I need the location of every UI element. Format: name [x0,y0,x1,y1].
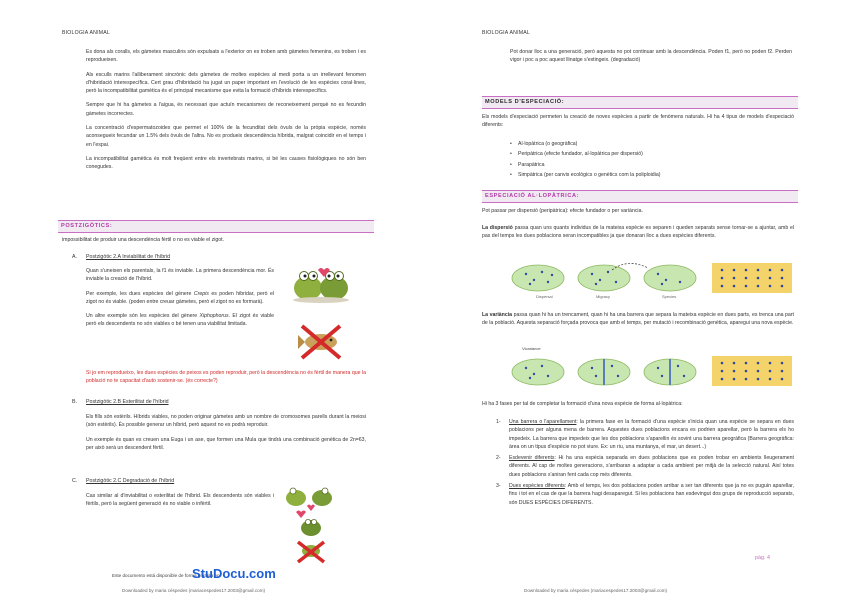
section-heading: POSTZIGÒTICS: [61,223,113,229]
subsection-b-body [86,413,366,458]
list-item: 1- Una barrera o l'aparellament: la primera fase en la formació d'una espècie s'inicia quan una espècie se separa en dues poblacions per alguna mena de barrera. Aquestes dues poblacions encara es podrien aparellar, però la barrera els ho impedeix. La barrera que impedeix que les dos poblacions s'aparellin és sovint una barrera geogràfica (Barrera geogràfica: àrea on un tipus d'espècie no pot viure. Ex: un riu, una muntanya, el mar, un desert...) [496,419,794,450]
figure-label: Migracy [596,294,611,299]
paragraph: Els fills són estèrils. Híbrids viables, no poden originar gàmetes amb un nombre de cromosomes parells durant la meiosi (són estèrils). És possible generar un híbrid, però aquest no es podrà reproduir. [86,414,366,429]
frog-generations-illustration [276,484,346,564]
studocu-logo[interactable]: StuDocu.com [192,566,276,581]
models-list [508,140,790,181]
subsection-title: Postzigòtic 2.B Esterilitat de l'híbrid [86,399,169,405]
list-item: • Simpàtrica (per canvis ecològics o genètics com la poliploidia) [518,171,790,179]
paragraph: Un altre exemple són les espècies del gènere Xiphophorus. El zigot és viable però els descendents no són viables o bé tenen una viabilitat limitada. [86,313,274,328]
section-heading: MODELS D'ESPECIACIÓ: [485,99,565,105]
section-heading-bar [482,96,798,109]
paragraph: Es dona als coralls, els gàmetes masculins són expulsats a l'exterior on es troben amb gàmetes femenins, es troben i es reprodueixen. [86,49,366,64]
subsection-a-heading: A. Postzigòtic 2.A Inviabilitat de l'híbrid [72,254,171,260]
paragraph: Sempre que hi ha gàmetes a l'aigua, és necessari que actuïn mecanismes de reconeixement perquè no es fecundin gàmetes incorrectes. [86,102,366,117]
paragraph: La concentració d'espermatozoides que permet el 100% de la fecunditat dels òvuls de la pròpia espècie, només aconsegueix fecundar un 1.5% dels òvuls de l'altra. No es produeix descendència híbrida, malgrat coincidir en el temps i en l'espai. [86,125,366,148]
section-heading-bar [58,220,374,233]
subsection-b-heading: B. Postzigòtic 2.B Esterilitat de l'híbrid [72,399,169,405]
allo-intro: Pot passar per dispersió (peripàtrica): efecte fundador o per variància. [482,208,643,214]
paragraph: Per exemple, les dues espècies del gènere Crepis es poden hibridar, però el zigot no és viable. (poden entre creuar gàmetes, però el zigot no es formarà). [86,290,275,305]
paragraph: La incompatibilitat gamètica és molt freqüent entre els invertebrats marins, si bé les causes fisiològiques no són ben conegudes. [86,155,366,171]
list-item: • Peripàtrica (efecte fundador, al·lopàtrica per dispersió) [518,150,790,158]
intro-paragraphs [86,48,366,178]
right-page [424,0,848,600]
download-credit: Downloaded by maria céspedes (mariacespedes17.2003@gmail.com) [122,588,266,593]
list-item: 2- Esdevenir diferents: Hi ha una espècia separada en dues poblacions que es poden trobar en ambients lleugerament diferents. Al cap de moltes generacions, s'arribaran a adaptar a cada ambient per mitjà de la selecció natural. Així totes dues poblacions s'aniran fent cada cop més diferents. [496,455,794,478]
continuation-paragraph: Pot donar lloc a una generació, però aquesta no pot continuar amb la descendència. Poden f1, però no poden f2. Perden vigor i poc a poc aquest llinatge s'extingeix. (degradació) [510,49,792,64]
red-note: Si jo em reprodueixo, les dues espècies de peixos es poden reproduir, però la descendència no és fèrtil de manera que la població no te capacitat d'auto sostenir-se. (és correcte?) [86,370,366,385]
crossed-fish-illustration [296,322,346,362]
frogs-cartoon-illustration [288,262,356,304]
subsection-title: Postzigòtic 2.A Inviabilitat de l'híbrid [86,254,171,260]
list-item: 3- Dues espècies diferents: Amb el temps, les dos poblacions poden arribar a ser tan diferents que ja no es puguin aparellar, fins i tot en el cas de que la barrera hagi desaparegut. Si les poblacions han esdevingut dos grups de reproducció separats, són DUES ESPÈCIES DIFERENTS. [496,483,795,506]
download-credit: Downloaded by maria céspedes (mariacespedes17.2003@gmail.com) [524,588,668,593]
subsection-c-heading: C. Postzigòtic 2.C Degradació de l'híbrid [72,478,175,484]
list-item: • Al·lopàtrica (o geogràfica) [518,140,790,148]
running-head: BIOLOGIA ANIMAL [482,30,530,36]
figure-label: Species [662,294,677,299]
paragraph: Quan s'uneixen els parentals, la f1 és inviable. La primera descendència mor. És inviable la creació de l'híbrid. [86,268,274,283]
section-heading: ESPECIACIÓ AL·LOPÀTRICA: [485,193,580,199]
variance-paragraph: La variància passa quan hi ha un trencament, quan hi ha una barrera que separa la mateixa espècie en dues parts, es trenca una part de la població. Aquesta separació forçada provoca que amb el temps, per mutació i recombinació genètica, aparegui una nova espècie. [482,312,794,327]
paragraph: Als esculls marins l'alliberament sincrònic dels gàmetes de moltes espècies al medi porta a un irrellevant fenomen d'hibridació interespecífica. Cert grau d'hibridació ha jugat un paper important en l'evolució de les espècies coral·lines, però la incompatibilitat gamètica és el principal mecanisme que evita la formació d'híbrids interespecífics. [86,71,366,95]
vicariance-figure [508,352,798,392]
subsection-a-body [86,267,274,335]
paragraph: Un exemple és quan es creuen una Euga i un ase, que formen una Mula que tindrà una combinació genètica de 2n=63, per això serà un descendent fèrtil. [86,436,366,451]
section-heading-bar [482,190,798,203]
section-intro: impossibilitat de produir una descendència fèrtil o no es viable el zigot. [62,237,225,243]
phases-list [496,418,794,510]
paragraph: Cas similar al d'inviabilitat o esterilitat de l'híbrid. Els descendents són viables i fèrtils, però la següent generació és no viable o infèrtil. [86,493,274,508]
page-number: pàg. 4 [755,555,770,561]
running-head: BIOLOGIA ANIMAL [62,30,110,36]
promo-text: Este documento está disponible de forma gratuita en [112,573,220,578]
subsection-c-body [86,492,274,515]
phases-intro: Hi ha 3 fases per tal de completar la formació d'una nova espècie de forma al·lopàtrica: [482,401,683,407]
list-item: • Parapàtrica [518,161,790,169]
figure-label: Dispersal [536,294,553,299]
dispersal-paragraph: La dispersió passa quan uns quants individus de la mateixa espècie es separen i queden separats sense tornar-se a ajuntar, amb el pas del temps les dues poblacions seran incompatibles ja que donaran lloc a dues espècies diferents. [482,225,794,240]
subsection-title: Postzigòtic 2.C Degradació de l'híbrid [86,478,175,484]
figure-label: Vicariance [522,346,541,351]
models-intro: Els models d'especiació permeten la creació de noves espècies a partir de fenòmens naturals. Hi ha 4 tipus de models d'especiació diferents: [482,114,794,129]
